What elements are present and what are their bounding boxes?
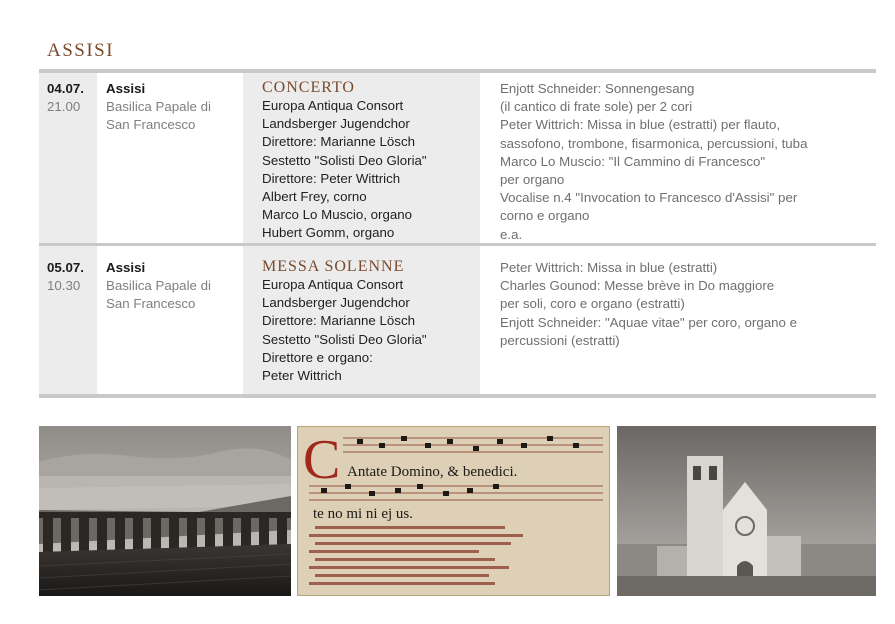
performer-line: Landsberger Jugendchor (262, 295, 410, 311)
event-venue-line: San Francesco (106, 117, 196, 133)
program-line: Marco Lo Muscio: "Il Cammino di Francesco" (500, 153, 766, 169)
program-line: sassofono, trombone, fisarmonica, percussioni, tuba (500, 135, 808, 151)
event-row (39, 246, 876, 394)
event-city: Assisi (106, 260, 146, 275)
performer-line: Marco Lo Muscio, organo (262, 207, 413, 223)
event-city: Assisi (106, 81, 146, 96)
event-type: MESSA SOLENNE (262, 258, 405, 275)
performer-line: Direttore: Marianne Lösch (262, 134, 415, 150)
manuscript-text-line: te no mi ni ej us. (313, 506, 413, 522)
landscape-photo (39, 426, 291, 596)
program-line: e.a. (500, 226, 523, 242)
program-line: per soli, coro e organo (estratti) (500, 296, 685, 312)
date-cell (39, 73, 97, 243)
manuscript-photo (297, 426, 610, 596)
event-venue-line: San Francesco (106, 296, 196, 312)
program-line: Peter Wittrich: Missa in blue (estratti) per flauto, (500, 117, 781, 133)
program-cell (480, 73, 876, 243)
performer-line: Landsberger Jugendchor (262, 116, 410, 132)
manuscript-initial: C (303, 429, 341, 491)
program-line: Vocalise n.4 "Invocation to Francesco d'Assisi" per (500, 190, 798, 206)
event-date: 04.07. (47, 81, 84, 96)
event-venue-line: Basilica Papale di (106, 99, 211, 115)
place-cell (97, 73, 243, 243)
performer-line: Peter Wittrich (262, 368, 342, 384)
performer-line: Sestetto "Solisti Deo Gloria" (262, 331, 427, 347)
table-bottom-rule (39, 394, 876, 398)
program-cell (480, 246, 876, 394)
performer-line: Hubert Gomm, organo (262, 225, 395, 241)
program-line: per organo (500, 172, 565, 188)
event-time: 10.30 (47, 278, 81, 294)
event-date: 05.07. (47, 260, 84, 275)
event-type: CONCERTO (262, 79, 355, 96)
section-title: ASSISI (47, 40, 115, 61)
event-venue-line: Basilica Papale di (106, 278, 211, 294)
performer-line: Direttore e organo: (262, 349, 373, 365)
date-cell (39, 246, 97, 394)
program-line: Charles Gounod: Messe brève in Do maggiore (500, 278, 775, 294)
program-line: corno e organo (500, 208, 590, 224)
performer-line: Sestetto "Solisti Deo Gloria" (262, 152, 427, 168)
program-line: Enjott Schneider: "Aquae vitae" per coro, organo e (500, 314, 797, 330)
program-line: percussioni (estratti) (500, 332, 620, 348)
performer-line: Direttore: Peter Wittrich (262, 170, 401, 186)
performer-line: Europa Antiqua Consort (262, 277, 404, 292)
performer-line: Direttore: Marianne Lösch (262, 313, 415, 329)
manuscript-text-line: Antate Domino, & benedici. (347, 464, 518, 480)
program-line: (il cantico di frate sole) per 2 cori (500, 99, 693, 115)
basilica-photo (617, 426, 876, 596)
program-line: Enjott Schneider: Sonnengesang (500, 81, 695, 96)
place-cell (97, 246, 243, 394)
program-line: Peter Wittrich: Missa in blue (estratti) (500, 260, 718, 275)
performer-line: Albert Frey, corno (262, 189, 367, 205)
event-row (39, 73, 876, 243)
performer-line: Europa Antiqua Consort (262, 98, 404, 113)
event-time: 21.00 (47, 99, 81, 115)
performers-cell (243, 246, 480, 394)
performers-cell (243, 73, 480, 243)
